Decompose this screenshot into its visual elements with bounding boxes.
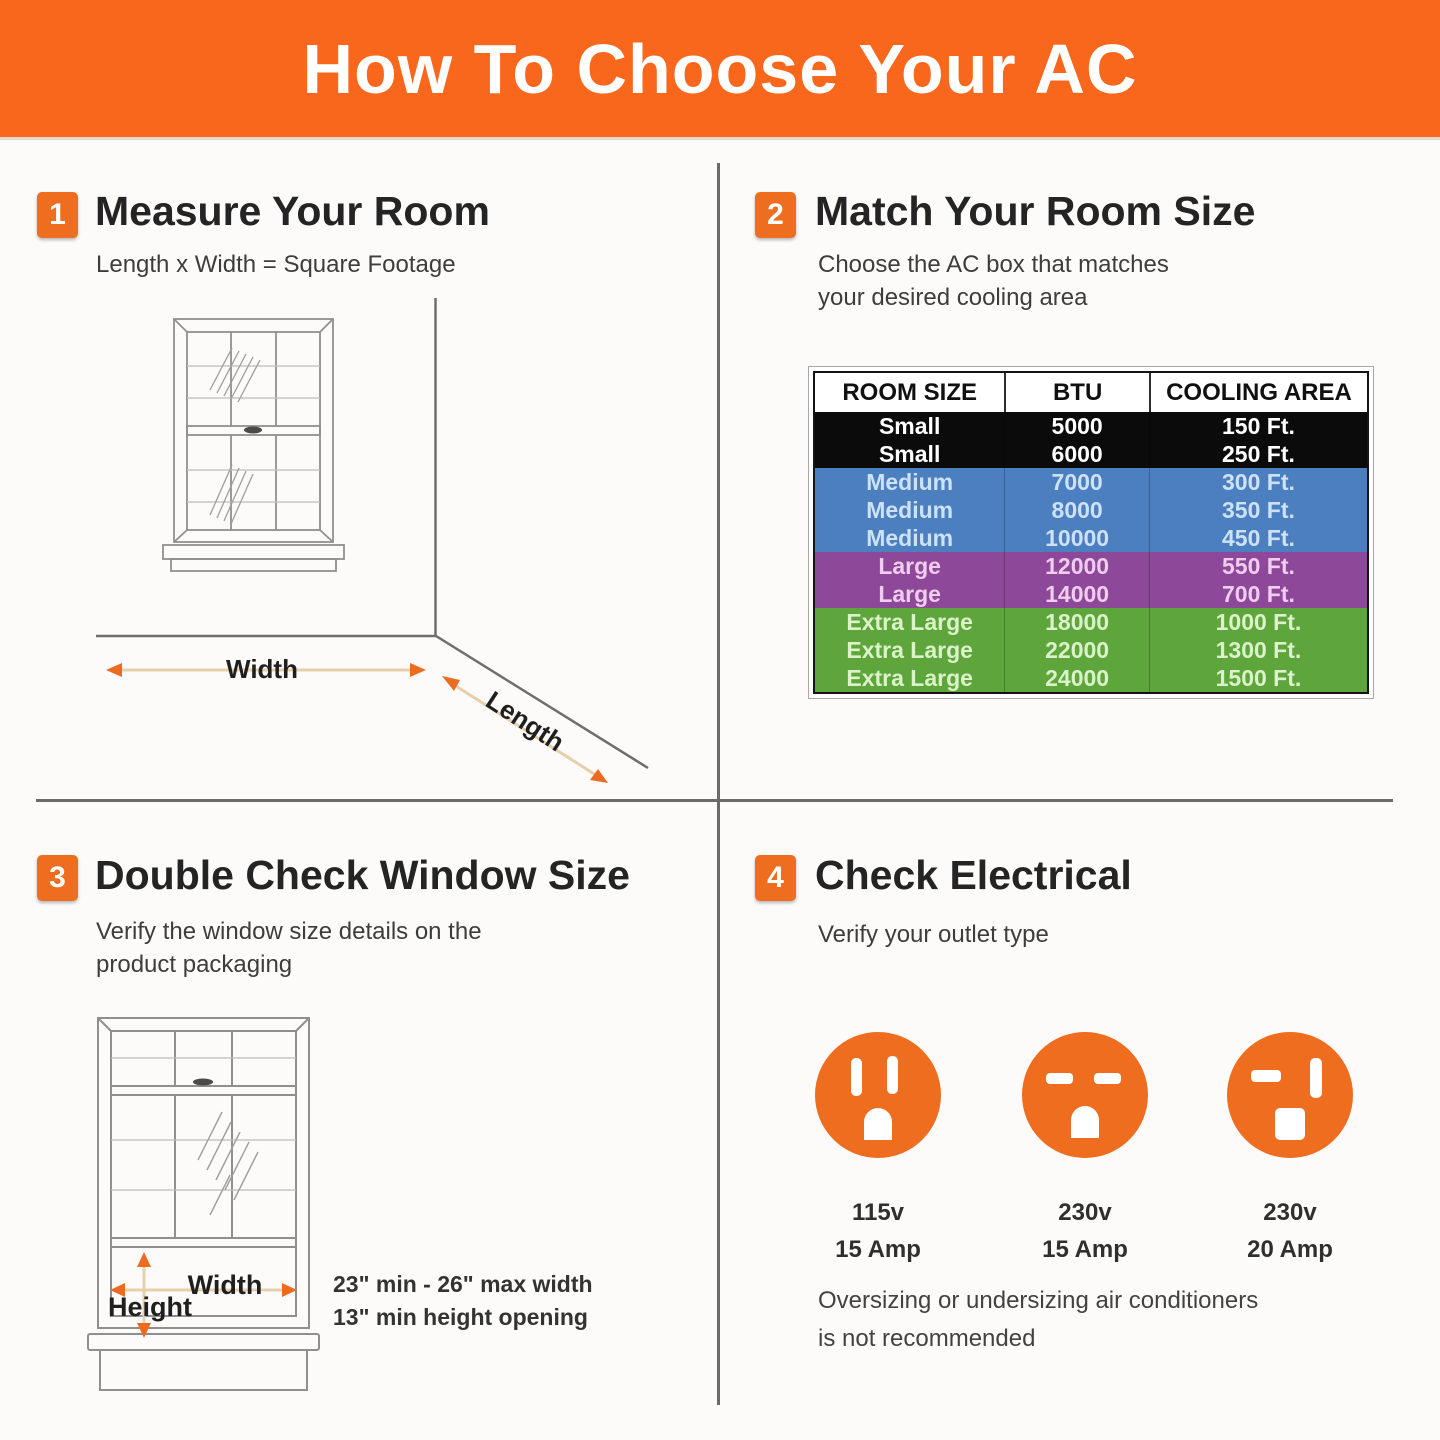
window-muntins: [111, 1058, 296, 1190]
step4-heading: Check Electrical: [815, 852, 1132, 898]
window-width-spec: 23" min - 26" max width: [333, 1271, 593, 1297]
step3-number: 3: [49, 861, 66, 894]
table-row: Small 5000 150 Ft.: [815, 412, 1367, 440]
step3-subtext-line2: product packaging: [96, 951, 293, 978]
col-header-btu: BTU: [1004, 373, 1149, 412]
step2-subtext-line1: Choose the AC box that matches: [818, 251, 1169, 278]
col-header-cooling-area: COOLING AREA: [1149, 373, 1367, 412]
col-header-room-size: ROOM SIZE: [842, 379, 977, 406]
step1-number-badge: [37, 192, 78, 238]
glass-reflection-hatch: [198, 1112, 258, 1215]
room-corner-illustration: [60, 290, 660, 790]
title-banner: [0, 0, 1440, 140]
step3-subtext: [96, 915, 482, 981]
step1-number: 1: [49, 198, 66, 231]
outlet2-amperage: 15 Amp: [1042, 1236, 1128, 1263]
step2-number-badge: [755, 192, 796, 238]
horizontal-divider: [36, 799, 1393, 802]
window-lock: [193, 1079, 213, 1086]
window-height-spec: 13" min height opening: [333, 1304, 588, 1330]
outlet2-label: [1010, 1194, 1160, 1268]
outlet3-amperage: 20 Amp: [1247, 1236, 1333, 1263]
window-height-label: Height: [108, 1292, 192, 1322]
table-row: Extra Large 22000 1300 Ft.: [815, 636, 1367, 664]
step2-subtext-line2: your desired cooling area: [818, 284, 1088, 311]
outlet3-label: [1215, 1194, 1365, 1268]
step2-number: 2: [767, 198, 784, 231]
step2-heading: Match Your Room Size: [815, 188, 1256, 234]
room-corner-walls: [96, 298, 648, 768]
table-row: Medium 8000 350 Ft.: [815, 496, 1367, 524]
step1-heading: Measure Your Room: [95, 188, 490, 234]
page-title: How To Choose Your AC: [302, 29, 1138, 108]
step1-subtext: Length x Width = Square Footage: [96, 251, 456, 278]
step3-number-badge: [37, 855, 78, 901]
window-size-specs: [333, 1268, 593, 1334]
step4-subtext: Verify your outlet type: [818, 921, 1049, 948]
step3-subtext-line1: Verify the window size details on the: [96, 918, 482, 945]
vertical-divider: [717, 163, 720, 1405]
width-dimension-label: Width: [226, 654, 298, 684]
table-header-row: [815, 373, 1367, 412]
outlet1-label: [803, 1194, 953, 1268]
outlet2-voltage: 230v: [1058, 1199, 1112, 1226]
outlet-115v-15amp-icon: [813, 1030, 943, 1160]
table-row: Large 14000 700 Ft.: [815, 580, 1367, 608]
sizing-warning-line2: is not recommended: [818, 1325, 1036, 1352]
table-row: Extra Large 24000 1500 Ft.: [815, 664, 1367, 692]
table-row: Medium 10000 450 Ft.: [815, 524, 1367, 552]
window-muntins: [187, 366, 320, 502]
table-row: Medium 7000 300 Ft.: [815, 468, 1367, 496]
step4-number-badge: [755, 855, 796, 901]
table-row: Extra Large 18000 1000 Ft.: [815, 608, 1367, 636]
glass-reflection-hatch: [210, 348, 260, 524]
outlet-230v-15amp-icon: [1020, 1030, 1150, 1160]
window-lock: [244, 427, 262, 434]
outlet1-amperage: 15 Amp: [835, 1236, 921, 1263]
step3-heading: Double Check Window Size: [95, 852, 630, 898]
outlet3-voltage: 230v: [1263, 1199, 1317, 1226]
length-dimension-label: Length: [480, 684, 570, 758]
table-row: Small 6000 250 Ft.: [815, 440, 1367, 468]
window-width-label: Width: [187, 1270, 263, 1300]
step4-number: 4: [767, 861, 784, 894]
sizing-warning-note: [818, 1282, 1258, 1358]
btu-room-size-table: [808, 366, 1374, 699]
step2-subtext: [818, 248, 1169, 314]
window-front-illustration: [80, 1000, 640, 1440]
window-frame: [163, 319, 344, 571]
sizing-warning-line1: Oversizing or undersizing air conditioners: [818, 1287, 1259, 1314]
outlet-230v-20amp-icon: [1225, 1030, 1355, 1160]
table-row: Large 12000 550 Ft.: [815, 552, 1367, 580]
outlet1-voltage: 115v: [851, 1199, 905, 1226]
window-frame: [88, 1018, 319, 1390]
